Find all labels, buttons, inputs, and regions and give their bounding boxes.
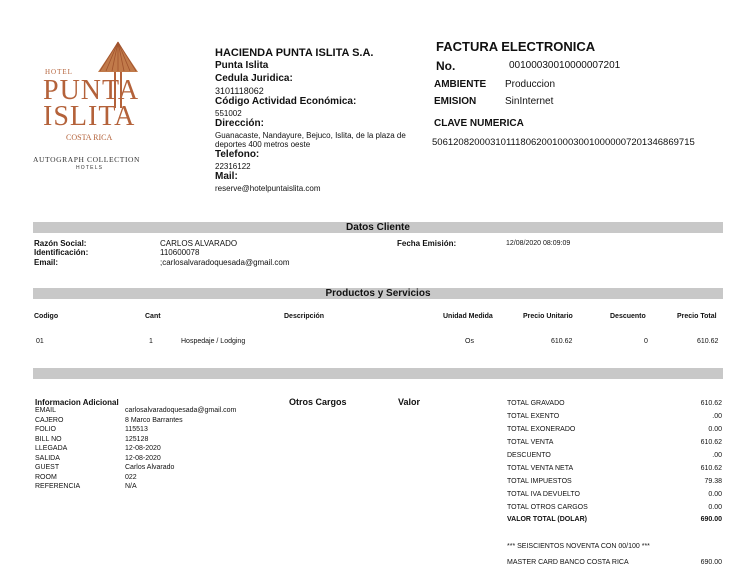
total-item-value: .00 bbox=[712, 452, 722, 459]
clave-value: 50612082000310111806200100030010000007201346869715 bbox=[432, 137, 695, 148]
fecha-value: 12/08/2020 08:09:09 bbox=[506, 240, 571, 247]
total-item-label: TOTAL IVA DEVUELTO bbox=[507, 491, 581, 498]
total-item-value: 0.00 bbox=[708, 491, 722, 498]
mail-label: Mail: bbox=[215, 171, 238, 182]
actividad-value: 551002 bbox=[215, 109, 242, 118]
direccion-line1: Guanacaste, Nandayure, Bejuco, Islita, de la plaza de bbox=[215, 131, 406, 140]
divider-bar bbox=[33, 368, 723, 379]
col-descuento: Descuento bbox=[610, 313, 646, 320]
clave-label: CLAVE NUMERICA bbox=[434, 118, 524, 129]
cell-cant: 1 bbox=[149, 338, 153, 345]
cell-unidad: Os bbox=[465, 338, 474, 345]
additional-item-value: 022 bbox=[125, 473, 137, 481]
payment-value: 690.00 bbox=[700, 559, 722, 566]
additional-item-label: GUEST bbox=[35, 464, 60, 471]
section-datos-cliente: Datos Cliente bbox=[33, 222, 723, 233]
additional-title: Informacion Adicional bbox=[35, 398, 119, 407]
ambiente-value: Produccion bbox=[505, 79, 556, 90]
col-cant: Cant bbox=[145, 313, 161, 320]
emision-value: SinInternet bbox=[505, 96, 554, 107]
additional-item-label: SALIDA bbox=[35, 454, 60, 462]
total-item-value: 0.00 bbox=[708, 504, 722, 511]
razon-value: CARLOS ALVARADO bbox=[160, 239, 238, 248]
logo-hotel: HOTEL bbox=[45, 68, 73, 76]
logo-autograph: AUTOGRAPH COLLECTION bbox=[33, 155, 141, 164]
additional-item-value: Carlos Alvarado bbox=[125, 464, 175, 471]
logo-islita: ISLITA bbox=[43, 101, 136, 132]
additional-item-label: EMAIL bbox=[35, 407, 57, 414]
col-unidad: Unidad Medida bbox=[443, 313, 493, 320]
cedula-value: 3101118062 bbox=[215, 86, 264, 96]
cell-precio-total: 610.62 bbox=[697, 338, 719, 345]
total-item-label: TOTAL EXENTO bbox=[507, 413, 560, 420]
razon-label: Razón Social: bbox=[34, 239, 87, 248]
ident-value: 110600078 bbox=[160, 248, 200, 257]
cell-precio-unitario: 610.62 bbox=[551, 338, 573, 345]
telefono-value: 22316122 bbox=[215, 162, 251, 171]
otros-cargos-label: Otros Cargos bbox=[289, 397, 347, 407]
additional-item-value: 12-08-2020 bbox=[125, 445, 161, 452]
valor-total-label: VALOR TOTAL (DOLAR) bbox=[507, 516, 587, 523]
additional-item-value: carlosalvaradoquesada@gmail.com bbox=[125, 407, 237, 414]
col-precio-total: Precio Total bbox=[677, 313, 717, 320]
section-productos: Productos y Servicios bbox=[33, 288, 723, 299]
total-item-label: DESCUENTO bbox=[507, 452, 551, 459]
additional-item-value: 115513 bbox=[125, 426, 148, 433]
logo-punta: PUNTA bbox=[43, 75, 140, 106]
additional-item-value: 8 Marco Barrantes bbox=[125, 416, 183, 424]
actividad-label: Código Actividad Económica: bbox=[215, 96, 357, 107]
total-item-label: TOTAL GRAVADO bbox=[507, 400, 565, 407]
cell-descripcion: Hospedaje / Lodging bbox=[181, 338, 246, 345]
logo-hotels: HOTELS bbox=[76, 165, 104, 171]
direccion-line2: deportes 400 metros oeste bbox=[215, 140, 311, 149]
total-item-label: TOTAL VENTA NETA bbox=[507, 465, 574, 472]
additional-item-label: BILL NO bbox=[35, 435, 62, 443]
fecha-label: Fecha Emisión: bbox=[397, 239, 457, 248]
valor-total-value: 690.00 bbox=[700, 516, 722, 523]
issuer-name: Punta Islita bbox=[215, 60, 269, 71]
col-descripcion: Descripción bbox=[284, 313, 325, 320]
telefono-label: Telefono: bbox=[215, 149, 260, 160]
col-codigo: Codigo bbox=[34, 313, 59, 320]
cell-codigo: 01 bbox=[36, 338, 44, 345]
total-item-value: 79.38 bbox=[704, 478, 722, 485]
logo-costa-rica: COSTA RICA bbox=[66, 133, 113, 142]
col-precio-unitario: Precio Unitario bbox=[523, 313, 573, 320]
hotel-logo bbox=[33, 40, 141, 180]
total-item-label: TOTAL OTROS CARGOS bbox=[507, 504, 588, 511]
mail-value: reserve@hotelpuntaislita.com bbox=[215, 184, 321, 193]
total-item-value: 610.62 bbox=[700, 465, 722, 472]
additional-item-value: 12-08-2020 bbox=[125, 454, 161, 462]
total-item-value: 0.00 bbox=[708, 426, 722, 433]
valor-label: Valor bbox=[398, 397, 421, 407]
issuer-company: HACIENDA PUNTA ISLITA S.A. bbox=[215, 47, 374, 59]
invoice-title: FACTURA ELECTRONICA bbox=[436, 39, 596, 54]
additional-item-label: FOLIO bbox=[35, 426, 57, 433]
total-item-label: TOTAL VENTA bbox=[507, 439, 554, 446]
additional-item-label: CAJERO bbox=[35, 416, 64, 424]
additional-item-label: ROOM bbox=[35, 473, 57, 481]
cedula-label: Cedula Juridica: bbox=[215, 73, 293, 84]
invoice-no-value: 00100030010000007201 bbox=[509, 60, 621, 71]
additional-item-label: LLEGADA bbox=[35, 445, 68, 452]
total-item-label: TOTAL IMPUESTOS bbox=[507, 478, 572, 485]
email-label: Email: bbox=[34, 258, 59, 267]
payment-label: MASTER CARD BANCO COSTA RICA bbox=[507, 559, 629, 566]
additional-item-label: REFERENCIA bbox=[35, 483, 81, 490]
ambiente-label: AMBIENTE bbox=[434, 79, 487, 90]
ident-label: Identificación: bbox=[34, 248, 89, 257]
total-item-value: 610.62 bbox=[700, 439, 722, 446]
emision-label: EMISION bbox=[434, 96, 477, 107]
amount-in-words: *** SEISCIENTOS NOVENTA CON 00/100 *** bbox=[507, 543, 650, 550]
email-value: ;carlosalvaradoquesada@gmail.com bbox=[160, 258, 290, 267]
direccion-label: Dirección: bbox=[215, 118, 264, 129]
total-item-label: TOTAL EXONERADO bbox=[507, 426, 576, 433]
invoice-no-label: No. bbox=[436, 59, 456, 73]
total-item-value: 610.62 bbox=[700, 400, 722, 407]
total-item-value: .00 bbox=[712, 413, 722, 420]
additional-item-value: N/A bbox=[125, 483, 137, 490]
cell-descuento: 0 bbox=[644, 338, 648, 345]
additional-item-value: 125128 bbox=[125, 435, 149, 443]
